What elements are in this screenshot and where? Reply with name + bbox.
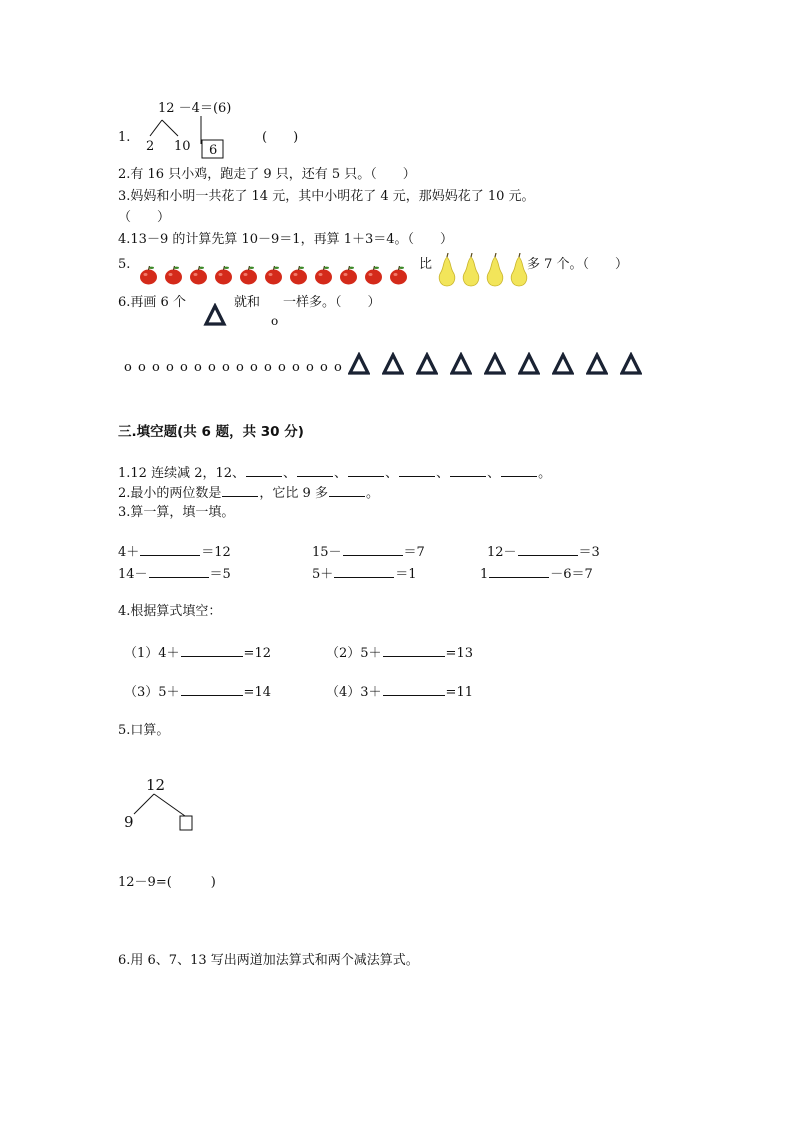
circle-icon: o xyxy=(180,360,188,375)
blank[interactable] xyxy=(343,542,403,556)
apple-icon xyxy=(239,265,258,284)
q5-decomposition-diagram xyxy=(128,792,198,832)
q5-comparison-word: 比 xyxy=(419,257,433,272)
circle-icon: o xyxy=(208,360,216,375)
section-heading: 三.填空题(共 6 题，共 30 分) xyxy=(118,424,304,440)
q1-split-left: 2 xyxy=(146,139,155,154)
apple-row xyxy=(139,265,414,291)
apple-icon xyxy=(164,265,183,284)
q6-suffix: 一样多。（ ） xyxy=(283,295,381,310)
blank[interactable] xyxy=(399,463,435,477)
q5-number: 5. xyxy=(118,257,131,272)
blank[interactable] xyxy=(181,682,243,696)
blank[interactable] xyxy=(140,542,200,556)
blank[interactable] xyxy=(348,463,384,477)
question-3-answer-blank[interactable]: （ ） xyxy=(118,210,171,225)
q3-item-2: 15－ ＝7 xyxy=(312,542,425,562)
circle-icon: o xyxy=(152,360,160,375)
q3-item-6: 1 －6＝7 xyxy=(480,564,593,584)
circle-icon: o xyxy=(292,360,300,375)
p3-question-5-title: 5.口算。 xyxy=(118,723,170,738)
q1-split-right: 10 xyxy=(174,139,191,154)
q5-tail: 多 7 个。（ ） xyxy=(527,257,629,272)
apple-icon xyxy=(364,265,383,284)
p3-question-4-title: 4.根据算式填空： xyxy=(118,604,222,619)
triangle-icon xyxy=(416,352,438,374)
triangle-icon xyxy=(586,352,608,374)
q1-answer-blank[interactable]: ( ) xyxy=(262,130,299,145)
triangle-icon xyxy=(484,352,506,374)
triangle-row xyxy=(348,352,654,382)
q4-item-1: （1）4＋ =12 xyxy=(124,643,271,663)
circle-icon: o xyxy=(334,360,342,375)
circle-icon: o xyxy=(194,360,202,375)
q4-item-3: （3）5＋ =14 xyxy=(124,682,271,702)
blank[interactable] xyxy=(334,564,394,578)
q1-box-value: 6 xyxy=(209,143,218,158)
q1-number: 1. xyxy=(118,130,131,145)
circle-icon: o xyxy=(278,360,286,375)
circle-row xyxy=(124,359,348,377)
triangle-icon xyxy=(518,352,540,374)
q5-expression[interactable]: 12－9=( ) xyxy=(118,875,216,890)
triangle-icon xyxy=(620,352,642,374)
blank[interactable] xyxy=(518,542,578,556)
apple-icon xyxy=(289,265,308,284)
blank[interactable] xyxy=(246,463,282,477)
blank[interactable] xyxy=(149,564,209,578)
circle-icon: o xyxy=(271,314,279,328)
q3-item-1: 4＋ ＝12 xyxy=(118,542,231,562)
question-3: 3.妈妈和小明一共花了 14 元，其中小明花了 4 元，那妈妈花了 10 元。 xyxy=(118,189,535,204)
circle-icon: o xyxy=(264,360,272,375)
p3-question-3-title: 3.算一算，填一填。 xyxy=(118,505,235,520)
q6-prefix: 6.再画 6 个 xyxy=(118,295,186,310)
circle-icon: o xyxy=(124,360,132,375)
p3-question-2: 2.最小的两位数是 ，它比 9 多 。 xyxy=(118,483,379,503)
triangle-icon xyxy=(450,352,472,374)
apple-icon xyxy=(264,265,283,284)
question-2: 2.有 16 只小鸡，跑走了 9 只，还有 5 只。（ ） xyxy=(118,167,416,182)
triangle-icon xyxy=(203,303,227,327)
q3-item-5: 5＋ ＝1 xyxy=(312,564,417,584)
blank[interactable] xyxy=(383,682,445,696)
p3-question-1: 1.12 连续减 2，12、 、 、 、 、 、 。 xyxy=(118,463,551,483)
blank[interactable] xyxy=(489,564,549,578)
apple-icon xyxy=(314,265,333,284)
pear-icon xyxy=(460,253,482,287)
circle-icon: o xyxy=(138,360,146,375)
circle-icon: o xyxy=(222,360,230,375)
pear-icon xyxy=(484,253,506,287)
q4-item-4: （4）3＋ =11 xyxy=(326,682,473,702)
q5-top-number: 12 xyxy=(146,776,166,794)
blank[interactable] xyxy=(383,643,445,657)
circle-icon: o xyxy=(236,360,244,375)
circle-icon: o xyxy=(320,360,328,375)
q6-mid: 就和 xyxy=(234,295,261,310)
q1-top-expression: 12 －4＝(6) xyxy=(158,101,232,116)
circle-icon: o xyxy=(166,360,174,375)
circle-icon: o xyxy=(306,360,314,375)
blank[interactable] xyxy=(297,463,333,477)
apple-icon xyxy=(339,265,358,284)
apple-icon xyxy=(214,265,233,284)
question-4: 4.13－9 的计算先算 10－9＝1，再算 1＋3＝4。（ ） xyxy=(118,232,454,247)
triangle-icon xyxy=(552,352,574,374)
apple-icon xyxy=(139,265,158,284)
triangle-icon xyxy=(348,352,370,374)
p3-question-6: 6.用 6、7、13 写出两道加法算式和两个减法算式。 xyxy=(118,953,419,968)
apple-icon xyxy=(389,265,408,284)
blank[interactable] xyxy=(181,643,243,657)
q5-left-number: 9 xyxy=(124,813,134,831)
triangle-icon xyxy=(382,352,404,374)
blank[interactable] xyxy=(329,483,365,497)
q4-item-2: （2）5＋ =13 xyxy=(326,643,473,663)
circle-icon: o xyxy=(250,360,258,375)
pear-icon xyxy=(436,253,458,287)
blank[interactable] xyxy=(501,463,537,477)
blank[interactable] xyxy=(222,483,258,497)
q3-item-3: 12－ ＝3 xyxy=(487,542,600,562)
pear-row xyxy=(436,253,532,293)
apple-icon xyxy=(189,265,208,284)
blank[interactable] xyxy=(450,463,486,477)
q3-item-4: 14－ ＝5 xyxy=(118,564,231,584)
